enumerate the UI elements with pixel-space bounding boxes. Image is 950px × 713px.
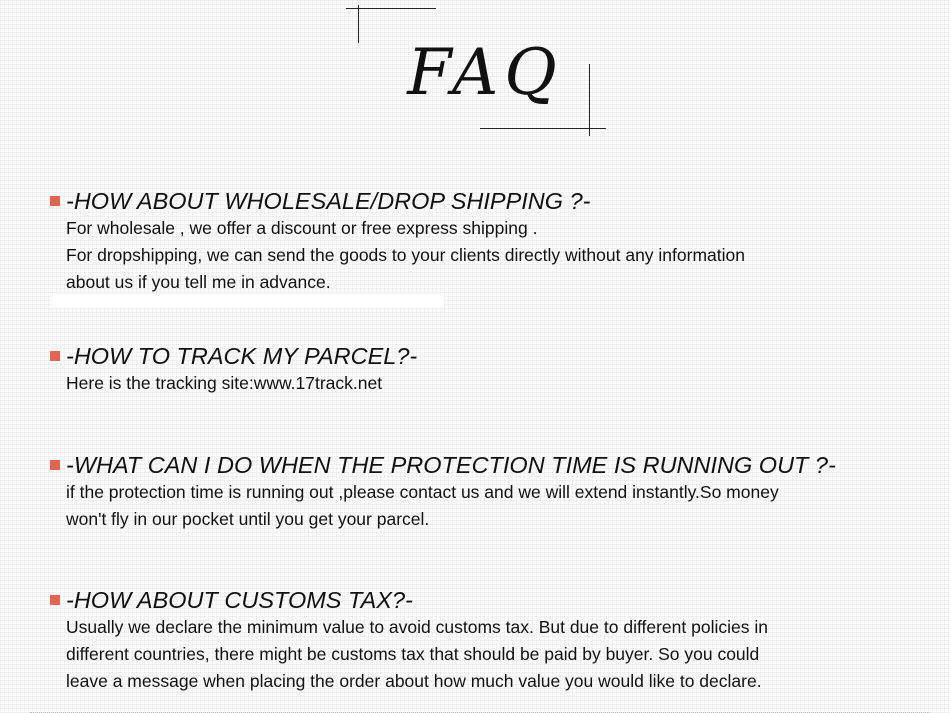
faq-answer-line: For wholesale , we offer a discount or free express shipping .	[66, 218, 538, 238]
faq-answer	[50, 370, 417, 397]
title-frame-line-top	[346, 8, 436, 9]
faq-answer	[50, 614, 768, 695]
page-title: FAQ	[407, 36, 563, 110]
faq-answer-line: Here is the tracking site:www.17track.net	[66, 373, 383, 393]
faq-question-text: -HOW ABOUT WHOLESALE/DROP SHIPPING ?-	[66, 188, 591, 214]
faq-item-wholesale	[50, 187, 745, 296]
faq-answer-line: leave a message when placing the order about how much value you would like to declare.	[66, 671, 762, 691]
faq-answer-line: Usually we declare the minimum value to avoid customs tax. But due to different policies in	[66, 617, 768, 637]
faq-item-customs	[50, 586, 768, 695]
faq-question-text: -WHAT CAN I DO WHEN THE PROTECTION TIME IS RUNNING OUT ?-	[66, 452, 836, 478]
highlight-bar	[52, 294, 444, 307]
faq-answer	[50, 215, 745, 296]
faq-answer	[50, 479, 836, 533]
faq-question	[50, 451, 836, 479]
faq-answer-line: For dropshipping, we can send the goods to your clients directly without any information	[66, 245, 745, 265]
faq-item-protection	[50, 451, 836, 533]
square-bullet-icon	[50, 460, 60, 470]
title-frame-line-bottom	[480, 128, 606, 129]
faq-answer-line: if the protection time is running out ,please contact us and we will extend instantly.So money	[66, 482, 779, 502]
title-frame-line-left	[358, 5, 359, 43]
faq-item-tracking	[50, 342, 417, 397]
faq-answer-line: about us if you tell me in advance.	[66, 272, 331, 292]
square-bullet-icon	[50, 595, 60, 605]
title-frame-line-right	[589, 64, 590, 136]
faq-question-text: -HOW ABOUT CUSTOMS TAX?-	[66, 587, 413, 613]
faq-answer-line: won't fly in our pocket until you get your parcel.	[66, 509, 430, 529]
square-bullet-icon	[50, 196, 60, 206]
faq-question-text: -HOW TO TRACK MY PARCEL?-	[66, 343, 418, 369]
square-bullet-icon	[50, 351, 60, 361]
faq-answer-line: different countries, there might be customs tax that should be paid by buyer. So you could	[66, 644, 760, 664]
faq-question	[50, 586, 768, 614]
faq-question	[50, 342, 417, 370]
faq-question	[50, 187, 745, 215]
